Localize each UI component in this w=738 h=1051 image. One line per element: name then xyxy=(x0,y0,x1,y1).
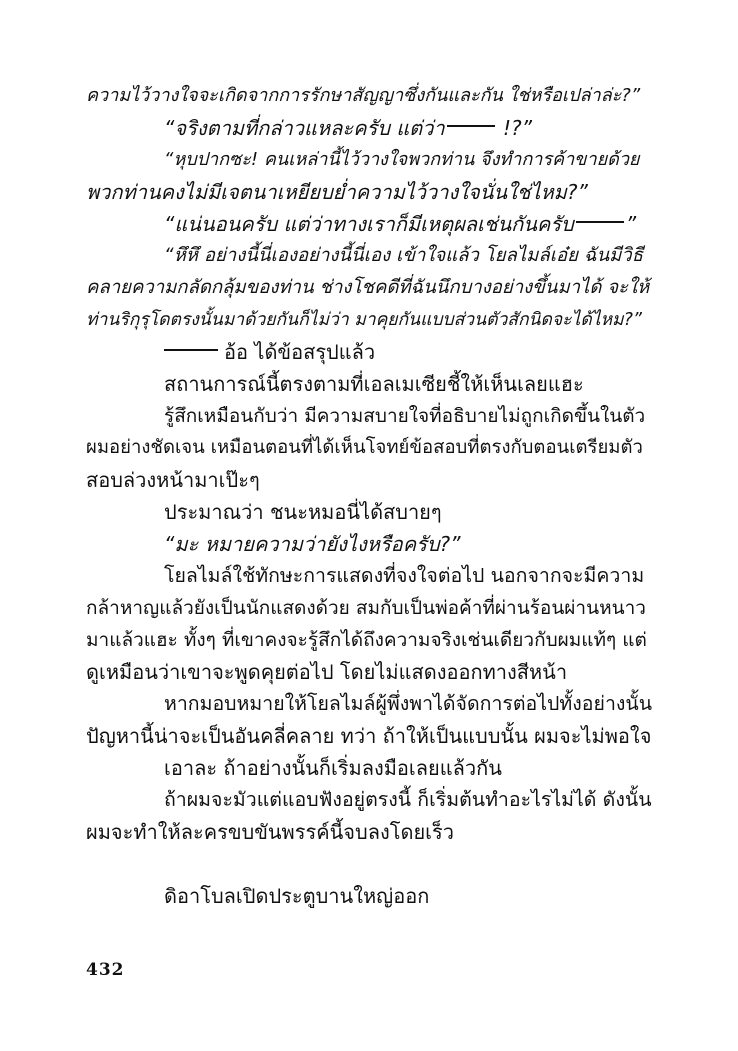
text-line: ผมอย่างชัดเจน เหมือนตอนที่ได้เห็นโจทย์ข้อสอบที่ตรงกับตอนเตรียมตัว xyxy=(86,437,643,458)
dialogue-text: “แน่นอนครับ แต่ว่าทางเราก็มีเหตุผลเช่นกันครับ xyxy=(164,212,574,236)
text-line: ถ้าผมจะมัวแต่แอบฟังอยู่ตรงนี้ ก็เริ่มต้นทำอะไรไม่ได้ ดังนั้น xyxy=(164,788,652,811)
text-line: รู้สึกเหมือนกับว่า มีความสบายใจที่อธิบายไม่ถูกเกิดขึ้นในตัว xyxy=(164,405,646,427)
text-line: “หุบปากซะ! คนเหล่านี้ไว้วางใจพวกท่าน จึงทำการค้าขายด้วย xyxy=(164,149,640,170)
text-line: “มะ หมายความว่ายังไงหรือครับ?” xyxy=(164,532,461,556)
text-line: ประมาณว่า ชนะหมอนี่ได้สบายๆ xyxy=(164,500,442,524)
text-line: ปัญหานี้น่าจะเป็นอันคลี่คลาย ทว่า ถ้าให้เป็นแบบนั้น ผมจะไม่พอใจ xyxy=(86,724,652,748)
narration-text: อ้อ ได้ข้อสรุปแล้ว xyxy=(224,340,376,364)
text-line: “หึหึ อย่างนี้นี่เองอย่างนี้นี่เอง เข้าใจแล้ว โยลไมล์เอ๋ย ฉันมีวิธี xyxy=(164,245,643,266)
text-line xyxy=(86,336,652,368)
scene-break xyxy=(86,848,652,880)
text-line xyxy=(86,112,652,144)
text-line: หากมอบหมายให้โยลไมล์ผู้พึ่งพาได้จัดการต่อไปทั้งอย่างนั้น xyxy=(164,692,652,715)
text-line: พวกท่านคงไม่มีเจตนาเหยียบย่ำความไว้วางใจนั่นใช่ไหม?” xyxy=(86,180,588,204)
body-text xyxy=(86,80,652,912)
dialogue-text: ” xyxy=(625,212,637,236)
page-number: 432 xyxy=(86,960,125,980)
text-line: ความไว้วางใจจะเกิดจากการรักษาสัญญาซึ่งกันและกัน ใช่หรือเปล่าล่ะ?” xyxy=(86,85,641,106)
dialogue-text: !?” xyxy=(496,116,532,140)
text-line: มาแล้วแฮะ ทั้งๆ ที่เขาคงจะรู้สึกได้ถึงความจริงเช่นเดียวกับผมแท้ๆ แต่ xyxy=(86,629,647,651)
text-line: สถานการณ์นี้ตรงตามที่เอลเมเซียชี้ให้เห็นเลยแฮะ xyxy=(164,372,584,396)
text-line: ท่านริกุรุโดตรงนั้นมาด้วยกันก็ไม่ว่า มาคุยกันแบบส่วนตัวสักนิดจะได้ไหม?” xyxy=(86,310,642,330)
text-line: คลายความกลัดกลุ้มของท่าน ช่างโชคดีที่ฉันนึกบางอย่างขึ้นมาได้ จะให้ xyxy=(86,277,650,298)
text-line: ดิอาโบลเปิดประตูบานใหญ่ออก xyxy=(164,884,430,908)
em-dash xyxy=(447,125,495,127)
text-line: ดูเหมือนว่าเขาจะพูดคุยต่อไป โดยไม่แสดงออกทางสีหน้า xyxy=(86,660,568,684)
dialogue-text: “จริงตามที่กล่าวแหละครับ แต่ว่า xyxy=(164,116,445,140)
text-line xyxy=(86,208,652,240)
text-line: ผมจะทำให้ละครขบขันพรรค์นี้จบลงโดยเร็ว xyxy=(86,820,454,844)
text-line: โยลไมล์ใช้ทักษะการแสดงที่จงใจต่อไป นอกจากจะมีความ xyxy=(164,564,645,587)
text-line: เอาละ ถ้าอย่างนั้นก็เริ่มลงมือเลยแล้วกัน xyxy=(164,756,502,780)
em-dash xyxy=(576,221,624,223)
em-dash xyxy=(164,349,218,351)
text-line: สอบล่วงหน้ามาเป๊ะๆ xyxy=(86,468,260,492)
text-line: กล้าหาญแล้วยังเป็นนักแสดงด้วย สมกับเป็นพ่อค้าที่ผ่านร้อนผ่านหนาว xyxy=(86,597,646,619)
